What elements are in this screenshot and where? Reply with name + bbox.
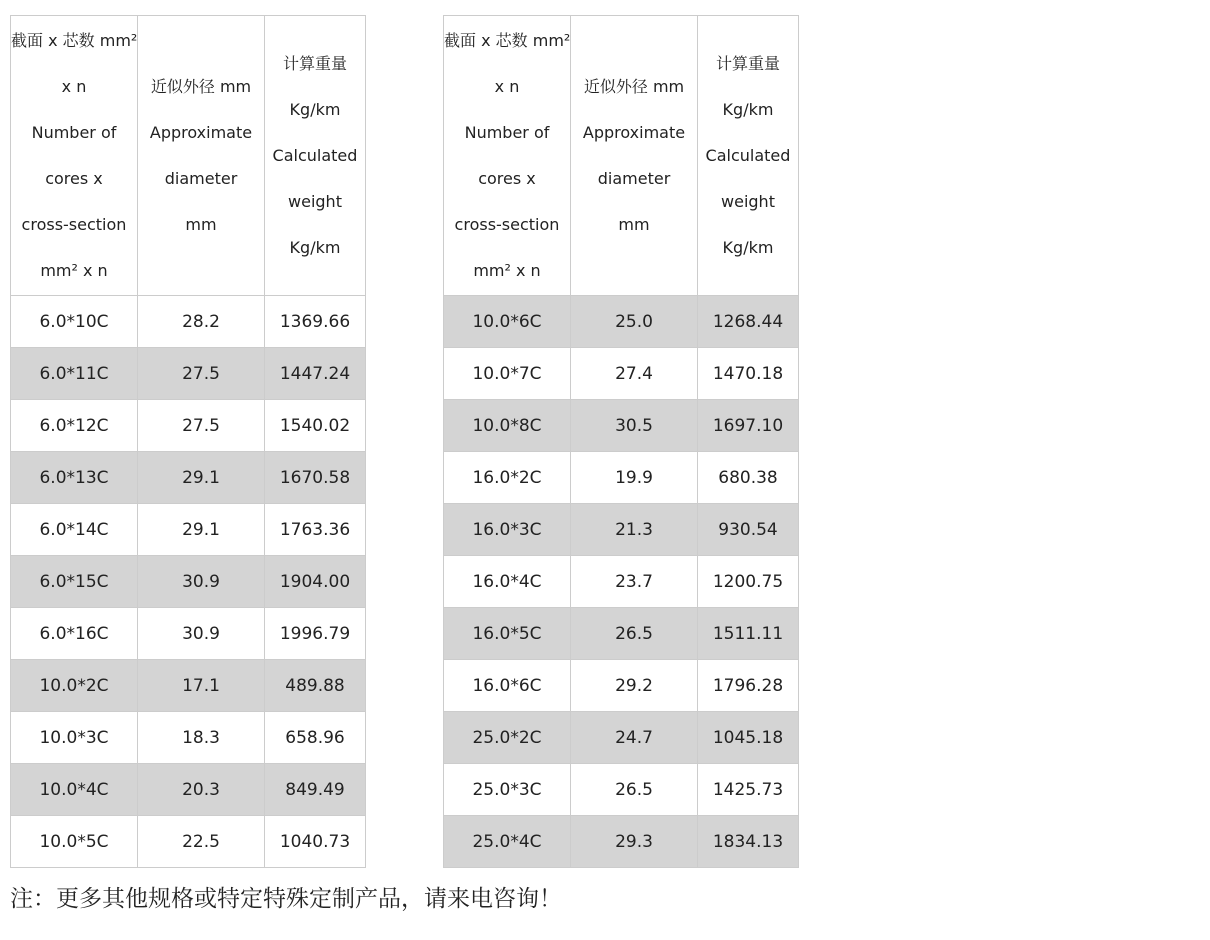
cell-weight: 489.88 [265, 660, 366, 712]
cell-diameter: 29.2 [571, 660, 698, 712]
table-row [444, 348, 799, 400]
header-line: Number of [464, 122, 550, 142]
table-row [444, 764, 799, 816]
cell-spec: 6.0*14C [11, 504, 138, 556]
table-row [444, 712, 799, 764]
cell-diameter: 25.0 [571, 296, 698, 348]
table-row [11, 608, 366, 660]
cell-weight: 1470.18 [698, 348, 799, 400]
cell-weight: 658.96 [265, 712, 366, 764]
cell-diameter: 17.1 [138, 660, 265, 712]
cell-spec: 10.0*6C [444, 296, 571, 348]
spec-table-right [443, 15, 799, 868]
cell-diameter: 20.3 [138, 764, 265, 816]
cell-weight: 1540.02 [265, 400, 366, 452]
table-row [11, 504, 366, 556]
table-row [444, 296, 799, 348]
cell-spec: 10.0*8C [444, 400, 571, 452]
cell-weight: 1369.66 [265, 296, 366, 348]
cell-weight: 1670.58 [265, 452, 366, 504]
cell-weight: 1904.00 [265, 556, 366, 608]
header-line: Number of [31, 122, 117, 142]
cell-weight: 680.38 [698, 452, 799, 504]
table-row [444, 504, 799, 556]
header-weight [265, 16, 366, 296]
cell-spec: 16.0*4C [444, 556, 571, 608]
cell-spec: 6.0*16C [11, 608, 138, 660]
table-row [11, 348, 366, 400]
header-line: diameter [164, 168, 238, 188]
cell-diameter: 22.5 [138, 816, 265, 868]
cell-spec: 10.0*7C [444, 348, 571, 400]
header-line: 近似外径 mm [150, 76, 252, 96]
header-line: mm² x n [40, 260, 108, 280]
cell-diameter: 29.3 [571, 816, 698, 868]
cell-diameter: 27.5 [138, 348, 265, 400]
cell-spec: 16.0*5C [444, 608, 571, 660]
header-cross-section [444, 16, 571, 296]
cell-diameter: 23.7 [571, 556, 698, 608]
cell-weight: 849.49 [265, 764, 366, 816]
header-row [444, 16, 799, 296]
cell-spec: 10.0*5C [11, 816, 138, 868]
header-line: mm [618, 214, 650, 234]
cell-diameter: 21.3 [571, 504, 698, 556]
header-line: 截面 x 芯数 mm² [444, 30, 571, 50]
cell-diameter: 30.5 [571, 400, 698, 452]
header-line: 近似外径 mm [583, 76, 685, 96]
cell-spec: 6.0*11C [11, 348, 138, 400]
table-row [11, 660, 366, 712]
cell-diameter: 19.9 [571, 452, 698, 504]
cell-weight: 1996.79 [265, 608, 366, 660]
header-line: Kg/km [722, 99, 774, 119]
footnote: 注：更多其他规格或特定特殊定制产品，请来电咨询！ [10, 886, 562, 912]
header-line: weight [288, 191, 342, 211]
header-line: Calculated [705, 145, 791, 165]
cell-weight: 1834.13 [698, 816, 799, 868]
header-line: mm [185, 214, 217, 234]
cell-spec: 10.0*2C [11, 660, 138, 712]
table-row [444, 660, 799, 712]
header-row [11, 16, 366, 296]
header-line: Kg/km [289, 237, 341, 257]
cell-weight: 1200.75 [698, 556, 799, 608]
cell-spec: 16.0*6C [444, 660, 571, 712]
header-line: 计算重量 [282, 53, 347, 73]
table-row [11, 400, 366, 452]
cell-diameter: 26.5 [571, 764, 698, 816]
cell-spec: 25.0*4C [444, 816, 571, 868]
header-diameter [571, 16, 698, 296]
header-line: mm² x n [473, 260, 541, 280]
cell-weight: 1268.44 [698, 296, 799, 348]
header-line: weight [721, 191, 775, 211]
header-line: Calculated [272, 145, 358, 165]
cell-diameter: 18.3 [138, 712, 265, 764]
header-line: cores x [478, 168, 536, 188]
header-line: Approximate [582, 122, 686, 142]
header-line: Kg/km [289, 99, 341, 119]
header-line: cross-section [21, 214, 127, 234]
table-row [444, 452, 799, 504]
cell-weight: 1511.11 [698, 608, 799, 660]
header-cross-section [11, 16, 138, 296]
table-row [444, 400, 799, 452]
cell-diameter: 30.9 [138, 556, 265, 608]
header-line: Approximate [149, 122, 253, 142]
cell-spec: 25.0*3C [444, 764, 571, 816]
header-line: 截面 x 芯数 mm² [11, 30, 138, 50]
header-line: Kg/km [722, 237, 774, 257]
table-row [11, 764, 366, 816]
header-line: x n [494, 76, 520, 96]
header-line: x n [61, 76, 87, 96]
cell-spec: 6.0*15C [11, 556, 138, 608]
cell-diameter: 29.1 [138, 452, 265, 504]
spec-table-left [10, 15, 366, 868]
cell-weight: 1425.73 [698, 764, 799, 816]
cell-weight: 1045.18 [698, 712, 799, 764]
cell-spec: 6.0*12C [11, 400, 138, 452]
table-row [11, 816, 366, 868]
cell-weight: 1697.10 [698, 400, 799, 452]
header-weight [698, 16, 799, 296]
header-line: cores x [45, 168, 103, 188]
table-row [11, 712, 366, 764]
table-row [11, 452, 366, 504]
table-row [444, 816, 799, 868]
table-row [444, 608, 799, 660]
cell-spec: 6.0*10C [11, 296, 138, 348]
cell-weight: 1796.28 [698, 660, 799, 712]
cell-spec: 25.0*2C [444, 712, 571, 764]
cell-diameter: 28.2 [138, 296, 265, 348]
cell-spec: 10.0*4C [11, 764, 138, 816]
cell-spec: 16.0*3C [444, 504, 571, 556]
table-row [11, 296, 366, 348]
header-line: diameter [597, 168, 671, 188]
cell-diameter: 27.4 [571, 348, 698, 400]
table-row [11, 556, 366, 608]
cell-diameter: 30.9 [138, 608, 265, 660]
cell-weight: 930.54 [698, 504, 799, 556]
cell-diameter: 27.5 [138, 400, 265, 452]
cell-weight: 1040.73 [265, 816, 366, 868]
header-line: 计算重量 [715, 53, 780, 73]
table-row [444, 556, 799, 608]
cell-spec: 10.0*3C [11, 712, 138, 764]
cell-weight: 1447.24 [265, 348, 366, 400]
cell-diameter: 24.7 [571, 712, 698, 764]
header-line: cross-section [454, 214, 560, 234]
cell-diameter: 26.5 [571, 608, 698, 660]
cell-weight: 1763.36 [265, 504, 366, 556]
cell-spec: 6.0*13C [11, 452, 138, 504]
cell-spec: 16.0*2C [444, 452, 571, 504]
cell-diameter: 29.1 [138, 504, 265, 556]
header-diameter [138, 16, 265, 296]
